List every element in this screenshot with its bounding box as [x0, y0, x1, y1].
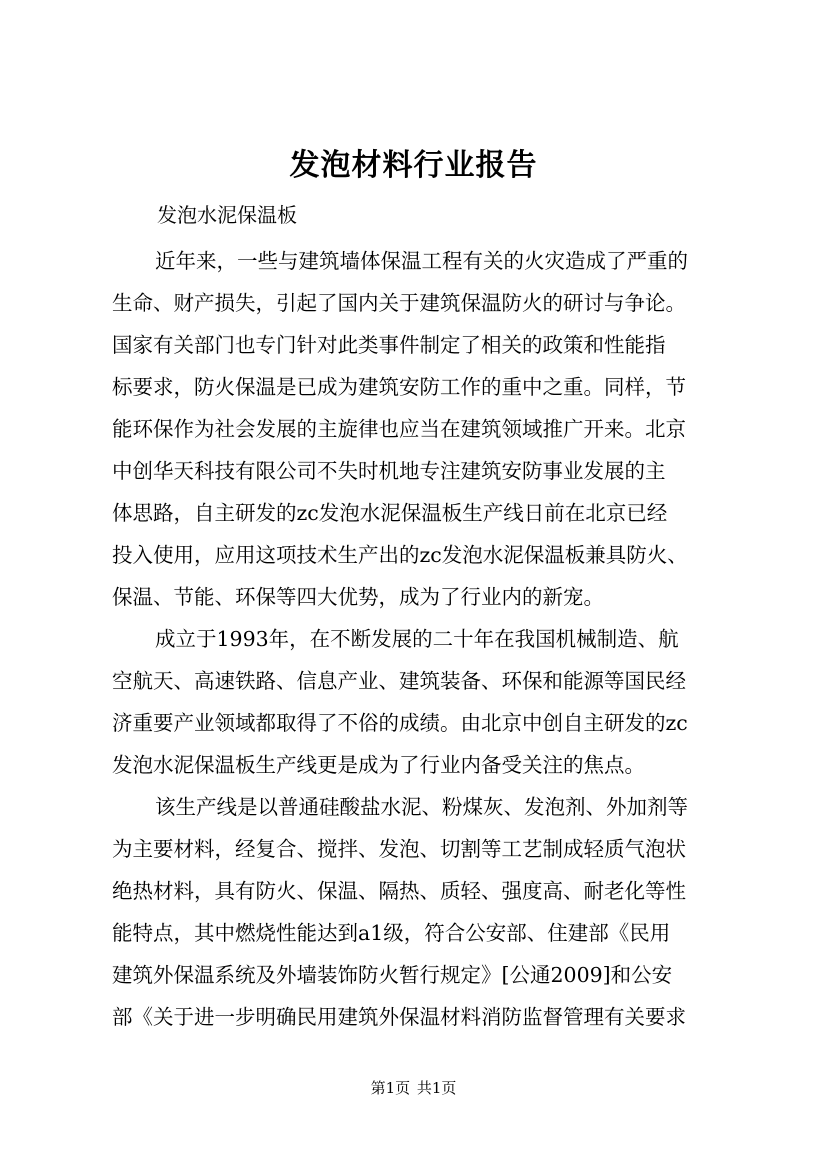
paragraph-line: 济重要产业领域都取得了不俗的成绩。由北京中创自主研发的zc: [112, 711, 688, 735]
paragraph-line: 能特点，其中燃烧性能达到a1级，符合公安部、住建部《民用: [112, 921, 671, 945]
paragraph-line: 近年来，一些与建筑墙体保温工程有关的火灾造成了严重的: [155, 249, 688, 273]
document-title: 发泡材料行业报告: [289, 148, 538, 183]
paragraph-line: 绝热材料，具有防火、保温、隔热、质轻、强度高、耐老化等性: [112, 879, 686, 903]
paragraph-line: 发泡水泥保温板生产线更是成为了行业内备受关注的焦点。: [112, 753, 645, 777]
paragraph-line: 部《关于进一步明确民用建筑外保温材料消防监督管理有关要求: [112, 1005, 686, 1029]
paragraph-line: 投入使用，应用这项技术生产出的zc发泡水泥保温板兼具防火、: [112, 543, 688, 567]
paragraph-line: 成立于1993年，在不断发展的二十年在我国机械制造、航: [155, 627, 679, 651]
document-body: [112, 240, 724, 1038]
paragraph-line: 能环保作为社会发展的主旋律也应当在建筑领域推广开来。北京: [112, 417, 686, 441]
paragraph-line: 生命、财产损失，引起了国内关于建筑保温防火的研讨与争论。: [112, 291, 686, 315]
page-footer: 第1页 共1页: [370, 1079, 457, 1097]
paragraph-line: 建筑外保温系统及外墙装饰防火暂行规定》[公通2009]和公安: [112, 963, 673, 987]
paragraph-line: 标要求，防火保温是已成为建筑安防工作的重中之重。同样，节: [112, 375, 686, 399]
paragraph-line: 中创华天科技有限公司不失时机地专注建筑安防事业发展的主: [112, 459, 666, 483]
paragraph-line: 空航天、高速铁路、信息产业、建筑装备、环保和能源等国民经: [112, 669, 686, 693]
paragraph-line: 保温、节能、环保等四大优势，成为了行业内的新宠。: [112, 585, 604, 609]
document-subtitle: 发泡水泥保温板: [157, 203, 297, 227]
paragraph-line: 为主要材料，经复合、搅拌、发泡、切割等工艺制成轻质气泡状: [112, 837, 686, 861]
paragraph-line: 该生产线是以普通硅酸盐水泥、粉煤灰、发泡剂、外加剂等: [155, 795, 688, 819]
paragraph-line: 体思路，自主研发的zc发泡水泥保温板生产线日前在北京已经: [112, 501, 668, 525]
paragraph-line: 国家有关部门也专门针对此类事件制定了相关的政策和性能指: [112, 333, 666, 357]
